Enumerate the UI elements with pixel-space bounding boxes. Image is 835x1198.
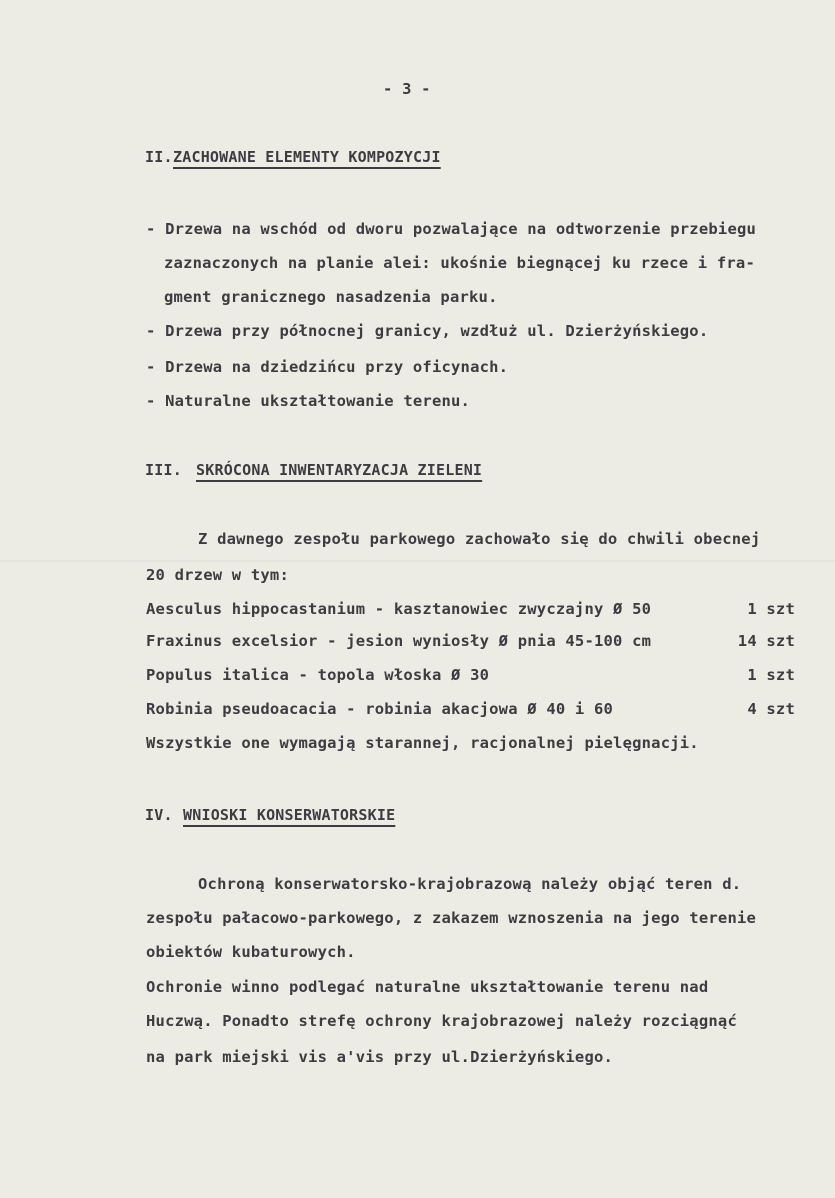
paper-fold: [0, 560, 835, 562]
tree-row-2-name: Fraxinus excelsior - jesion wyniosły Ø pnia 45-100 cm: [146, 632, 652, 650]
section-4-title: WNIOSKI KONSERWATORSKIE: [183, 806, 396, 824]
section-4-number: IV.: [145, 806, 173, 824]
tree-row-1-name: Aesculus hippocastanium - kasztanowiec zwyczajny Ø 50: [146, 600, 652, 618]
section-4-line-5: Huczwą. Ponadto strefę ochrony krajobrazowej należy rozciągnąć: [146, 1012, 737, 1030]
section-2-title: ZACHOWANE ELEMENTY KOMPOZYCJI: [173, 148, 441, 166]
section-4-line-4: Ochronie winno podlegać naturalne ukształtowanie terenu nad: [146, 978, 709, 996]
section-3-intro-1: Z dawnego zespołu parkowego zachowało się do chwili obecnej: [198, 530, 761, 548]
section-2-line-3: gment granicznego nasadzenia parku.: [164, 288, 498, 306]
tree-row-3-count: 1 szt: [747, 666, 795, 684]
section-4-line-3: obiektów kubaturowych.: [146, 943, 356, 961]
section-3-closing: Wszystkie one wymagają starannej, racjonalnej pielęgnacji.: [146, 734, 699, 752]
tree-row-3-name: Populus italica - topola włoska Ø 30: [146, 666, 490, 684]
section-2-line-5: - Drzewa na dziedzińcu przy oficynach.: [146, 358, 509, 376]
tree-row-2-count: 14 szt: [737, 632, 795, 650]
section-4-line-1: Ochroną konserwatorsko-krajobrazową należy objąć teren d.: [198, 875, 742, 893]
tree-row-1-count: 1 szt: [747, 600, 795, 618]
section-3-intro-2: 20 drzew w tym:: [146, 566, 289, 584]
section-3-number: III.: [145, 461, 182, 479]
section-2-line-4: - Drzewa przy północnej granicy, wzdłuż ul. Dzierżyńskiego.: [146, 322, 709, 340]
tree-row-4-count: 4 szt: [747, 700, 795, 718]
section-2-number: II.: [145, 148, 173, 166]
section-2-line-6: - Naturalne ukształtowanie terenu.: [146, 392, 471, 410]
section-4-line-2: zespołu pałacowo-parkowego, z zakazem wznoszenia na jego terenie: [146, 909, 757, 927]
section-2-line-1: - Drzewa na wschód od dworu pozwalające na odtworzenie przebiegu: [146, 220, 757, 238]
page-number: - 3 -: [383, 80, 431, 98]
tree-row-4-name: Robinia pseudoacacia - robinia akacjowa Ø 40 i 60: [146, 700, 614, 718]
section-4-line-6: na park miejski vis a'vis przy ul.Dzierżyńskiego.: [146, 1048, 614, 1066]
section-3-title: SKRÓCONA INWENTARYZACJA ZIELENI: [196, 461, 483, 479]
section-2-line-2: zaznaczonych na planie alei: ukośnie biegnącej ku rzece i fra-: [164, 254, 755, 272]
